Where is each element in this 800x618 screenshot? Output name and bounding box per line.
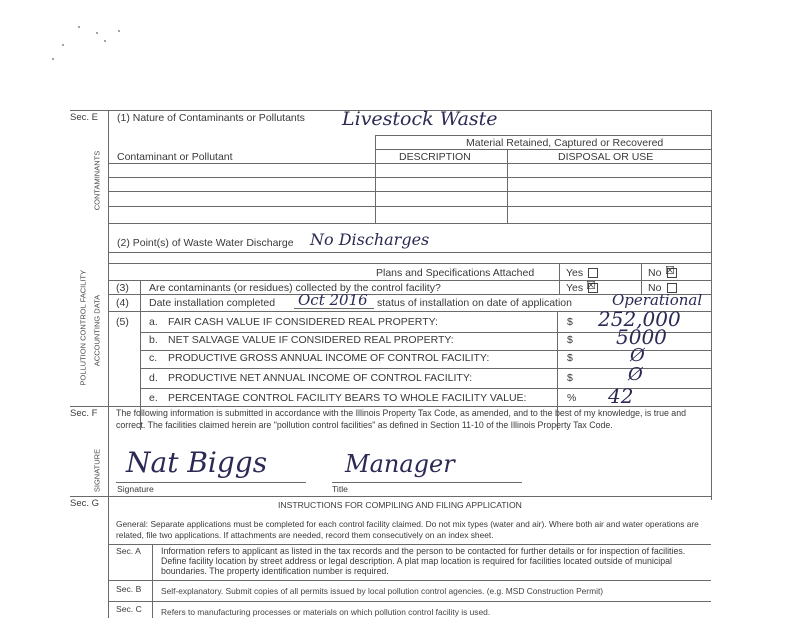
material-header: Material Retained, Captured or Recovered bbox=[466, 137, 664, 149]
q3-label: Are contaminants (or residues) collected by the control facility? bbox=[149, 282, 441, 294]
sec-g-top-line bbox=[70, 496, 712, 497]
row-line bbox=[375, 149, 711, 150]
acct-label: PRODUCTIVE NET ANNUAL INCOME OF CONTROL FACILITY: bbox=[168, 372, 473, 384]
col-divider bbox=[641, 263, 642, 294]
col-divider bbox=[507, 149, 508, 223]
acct-letter: c. bbox=[149, 352, 158, 364]
col-contaminant: Contaminant or Pollutant bbox=[117, 151, 233, 163]
signature-line bbox=[116, 482, 306, 483]
acct-unit: $ bbox=[567, 372, 573, 384]
row-line bbox=[108, 206, 711, 207]
q1-answer: Livestock Waste bbox=[342, 108, 498, 130]
acct-label: PERCENTAGE CONTROL FACILITY BEARS TO WHOLE FACILITY VALUE: bbox=[168, 392, 527, 404]
plans-no-label: No bbox=[648, 267, 662, 279]
col-divider bbox=[152, 544, 153, 618]
sec-b-text: Self-explanatory. Submit copies of all permits issued by local pollution control agencies. (e.g. MSD Construction Permit) bbox=[161, 586, 604, 596]
row-line bbox=[108, 544, 711, 545]
row-line bbox=[108, 601, 711, 602]
row-line bbox=[108, 163, 711, 164]
scan-speck bbox=[62, 44, 64, 46]
tax-form bbox=[70, 110, 712, 618]
acct-value: 252,000 bbox=[598, 307, 681, 331]
acct-letter: a. bbox=[149, 316, 158, 328]
q2-label: (2) Point(s) of Waste Water Discharge bbox=[117, 237, 294, 249]
sec-e-label: Sec. E bbox=[70, 112, 98, 123]
sec-a-label: Sec. A bbox=[116, 546, 141, 556]
q3-yes-checkmark: ☒ bbox=[586, 280, 596, 292]
acct-value: 42 bbox=[608, 384, 634, 408]
row-line bbox=[108, 263, 711, 264]
scan-speck bbox=[104, 40, 106, 42]
acct-unit: % bbox=[567, 392, 577, 404]
q5-number: (5) bbox=[116, 316, 129, 328]
row-line bbox=[108, 223, 711, 224]
sec-g-general: General: Separate applications must be completed for each control facility claimed. Do not mix types (water and air). Where both air and water operations are related, file two applications. If attachments are needed, record them consecutively on an index sheet. bbox=[116, 519, 699, 540]
scan-speck bbox=[96, 32, 98, 34]
sec-g-label: Sec. G bbox=[70, 498, 100, 509]
q3-yes-label: Yes bbox=[566, 282, 584, 294]
q4-date-line bbox=[294, 308, 374, 309]
sec-b-label: Sec. B bbox=[116, 584, 142, 594]
sec-a-text: Information refers to applicant as listed in the tax records and the person to be contacted for further details or for inspection of facilities. Define facility location by street address or legal description. A plat map location is required for facilities located outside of municipal boundaries. The property identification number is required. bbox=[161, 546, 686, 576]
acct-value: 5000 bbox=[616, 325, 667, 349]
acct-letter: e. bbox=[149, 392, 158, 404]
signature-value: Nat Biggs bbox=[126, 446, 268, 479]
q2-answer: No Discharges bbox=[310, 230, 430, 249]
acct-unit: $ bbox=[567, 334, 573, 346]
col-disposal: DISPOSAL OR USE bbox=[558, 151, 654, 163]
side-label-signature: SIGNATURE bbox=[92, 448, 102, 493]
acct-value: Ø bbox=[630, 345, 645, 366]
plans-no-checkmark: ☒ bbox=[665, 265, 675, 277]
sec-c-text: Refers to manufacturing processes or materials on which pollution control facility is used. bbox=[161, 607, 491, 617]
side-label-pollution: POLLUTION CONTROL FACILITY bbox=[78, 269, 88, 386]
acct-letter: b. bbox=[149, 334, 158, 346]
title-value: Manager bbox=[345, 450, 455, 478]
row-line bbox=[108, 580, 711, 581]
title-line bbox=[332, 482, 522, 483]
q4-status: Operational bbox=[612, 291, 703, 309]
acct-value: Ø bbox=[628, 364, 643, 385]
row-line bbox=[140, 350, 711, 351]
row-line bbox=[140, 368, 711, 369]
row-line bbox=[108, 177, 711, 178]
frame-left bbox=[108, 110, 109, 618]
signature-label: Signature bbox=[117, 484, 154, 494]
q4-label-b: status of installation on date of application bbox=[377, 297, 572, 309]
row-line bbox=[108, 280, 711, 281]
plans-yes-label: Yes bbox=[566, 267, 584, 279]
frame-right bbox=[711, 110, 712, 500]
sec-g-heading: INSTRUCTIONS FOR COMPILING AND FILING APPLICATION bbox=[278, 500, 522, 510]
plans-label: Plans and Specifications Attached bbox=[376, 267, 535, 279]
q4-label-a: Date installation completed bbox=[149, 297, 276, 309]
sec-c-label: Sec. C bbox=[116, 604, 142, 614]
col-description: DESCRIPTION bbox=[399, 151, 471, 163]
sec-f-statement: The following information is submitted in accordance with the Illinois Property Tax Code, as amended, and to the best of my knowledge, is true and correct. The facilities claimed herein are "pollution control facilities" as defined in Section 11-10 of the Illinois Property Tax Code. bbox=[116, 408, 686, 430]
acct-unit: $ bbox=[567, 316, 573, 328]
row-line bbox=[108, 252, 711, 253]
q4-date: Oct 2016 bbox=[298, 291, 368, 309]
sec-f-top-line bbox=[70, 406, 712, 407]
acct-letter: d. bbox=[149, 372, 158, 384]
plans-yes-checkbox[interactable] bbox=[588, 268, 598, 278]
acct-unit: $ bbox=[567, 352, 573, 364]
scan-speck bbox=[78, 26, 80, 28]
col-divider bbox=[375, 135, 376, 223]
scan-speck bbox=[52, 58, 54, 60]
q4-number: (4) bbox=[116, 297, 129, 309]
sec-f-label: Sec. F bbox=[70, 408, 98, 419]
q1-line bbox=[375, 135, 711, 136]
acct-label: PRODUCTIVE GROSS ANNUAL INCOME OF CONTROL FACILITY: bbox=[168, 352, 490, 364]
q3-number: (3) bbox=[116, 282, 129, 294]
title-label: Title bbox=[332, 484, 348, 494]
col-divider bbox=[559, 263, 560, 294]
scan-speck bbox=[118, 30, 120, 32]
q1-label: (1) Nature of Contaminants or Pollutants bbox=[117, 112, 305, 124]
side-label-contaminants: CONTAMINANTS bbox=[92, 150, 102, 211]
q3-no-label: No bbox=[648, 282, 662, 294]
acct-label: FAIR CASH VALUE IF CONSIDERED REAL PROPERTY: bbox=[168, 316, 438, 328]
side-label-accounting: ACCOUNTING DATA bbox=[92, 294, 102, 367]
row-line bbox=[108, 191, 711, 192]
acct-label: NET SALVAGE VALUE IF CONSIDERED REAL PROPERTY: bbox=[168, 334, 454, 346]
